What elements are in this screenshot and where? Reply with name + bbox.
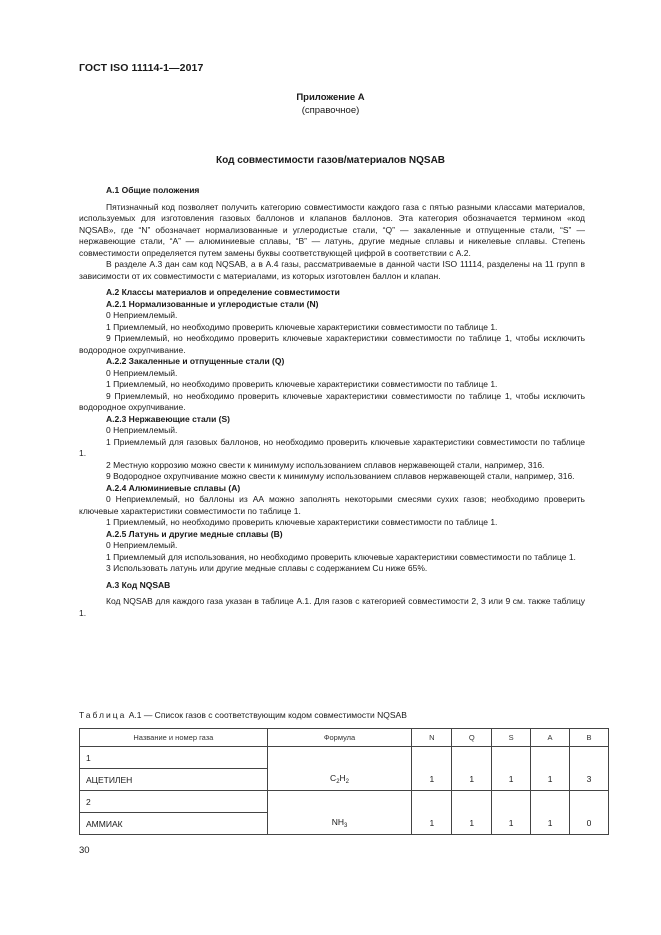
code-q: 1 bbox=[452, 769, 492, 791]
gas-group-number: 2 bbox=[80, 791, 268, 813]
subsection-heading-n: А.2.1 Нормализованные и углеродистые стали (N) bbox=[106, 298, 319, 309]
list-item: 2 Местную коррозию можно свести к минимуму использованием сплавов нержавеющей стали, например, 316. bbox=[106, 459, 545, 470]
code-b: 3 bbox=[570, 769, 609, 791]
annex-heading bbox=[0, 91, 661, 117]
document-header: ГОСТ ISO 11114-1—2017 bbox=[79, 62, 204, 74]
section-heading-a2: А.2 Классы материалов и определение совместимости bbox=[106, 287, 340, 297]
list-item: 9 Приемлемый, но необходимо проверить ключевые характеристики совместимости по таблице 1, чтобы исключить водородное охрупчивание. bbox=[79, 390, 585, 412]
column-header-a: A bbox=[531, 729, 570, 747]
gas-name: АММИАК bbox=[80, 813, 268, 835]
table-row bbox=[80, 791, 609, 813]
gas-formula: $C_2H_2$ bbox=[267, 769, 412, 791]
column-header-s: S bbox=[492, 729, 531, 747]
subsection-heading-b: А.2.5 Латунь и другие медные сплавы (В) bbox=[106, 528, 283, 539]
column-header-name: Название и номер газа bbox=[80, 729, 268, 747]
page-title: Код совместимости газов/материалов NQSAB bbox=[215, 155, 446, 166]
list-item: 9 Водородное охрупчивание можно свести к минимуму использованием сплавов нержавеющей стали, например, 316. bbox=[106, 471, 575, 481]
code-b: 0 bbox=[570, 813, 609, 835]
gas-formula: $NH_3$ bbox=[267, 813, 412, 835]
table-caption-text: А.1 — Список газов с соответствующим кодом совместимости NQSAB bbox=[128, 710, 407, 720]
code-s: 1 bbox=[492, 769, 531, 791]
list-item: 1 Приемлемый для использования, но необходимо проверить ключевые характеристики совместимости по таблице 1. bbox=[106, 551, 576, 562]
table-caption-prefix: Таблица bbox=[79, 710, 127, 720]
document-body bbox=[79, 185, 585, 619]
list-item: 0 Неприемлемый. bbox=[106, 310, 178, 320]
annex-title: Приложение А bbox=[296, 92, 365, 103]
list-item: 0 Неприемлемый. bbox=[106, 367, 178, 378]
paragraph: Пятизначный код позволяет получить категорию совместимости каждого газа с пятью разными классами материалов, используемых для изготовления газовых баллонов и клапанов баллонов. Эта категория обозначается термином «код NQSAB», где “N” обозначает нормализованные и углеродистые стали, “Q” — закаленные и отпущенные стали, “S” — нержавеющие стали, “А” — алюминиевые сплавы, “В” — латунь, другие медные сплавы и никелевые сплавы. Степень совместимости определяется путем замены буквы соответствующей цифрой в соответствии с А.2. bbox=[79, 201, 585, 258]
code-a: 1 bbox=[531, 813, 570, 835]
column-header-n: N bbox=[412, 729, 452, 747]
subsection-heading-s: А.2.3 Нержавеющие стали (S) bbox=[106, 413, 231, 424]
column-header-formula: Формула bbox=[267, 729, 412, 747]
section-heading-a1: А.1 Общие положения bbox=[106, 185, 200, 195]
list-item: 0 Неприемлемый, но баллоны из АА можно заполнять некоторыми смесями сухих газов; необходимо проверить ключевые характеристики совместимости по таблице 1. bbox=[79, 494, 585, 516]
table-row bbox=[80, 769, 609, 791]
code-n: 1 bbox=[412, 769, 452, 791]
list-item: 0 Неприемлемый. bbox=[106, 425, 178, 435]
gas-name: АЦЕТИЛЕН bbox=[80, 769, 268, 791]
paragraph: В разделе А.3 дан сам код NQSAB, а в А.4 газы, рассматриваемые в данной части ISO 11114, разделены на 11 групп в зависимости от их совместимости с материалами, из которых изготовлен баллон и клапан. bbox=[79, 259, 585, 281]
annex-subtitle: (справочное) bbox=[301, 105, 360, 116]
table-caption bbox=[79, 710, 407, 720]
code-q: 1 bbox=[452, 813, 492, 835]
subsection-heading-a: А.2.4 Алюминиевые сплавы (А) bbox=[106, 482, 241, 493]
table-row bbox=[80, 747, 609, 769]
table-row bbox=[80, 813, 609, 835]
gas-group-number: 1 bbox=[80, 747, 268, 769]
list-item: 1 Приемлемый, но необходимо проверить ключевые характеристики совместимости по таблице 1. bbox=[106, 321, 498, 332]
list-item: 1 Приемлемый, но необходимо проверить ключевые характеристики совместимости по таблице 1. bbox=[106, 379, 498, 389]
column-header-q: Q bbox=[452, 729, 492, 747]
list-item: 1 Приемлемый для газовых баллонов, но необходимо проверить ключевые характеристики совместимости по таблице 1. bbox=[79, 436, 585, 458]
list-item: 1 Приемлемый, но необходимо проверить ключевые характеристики совместимости по таблице 1. bbox=[106, 517, 498, 527]
list-item: 3 Использовать латунь или другие медные сплавы с содержанием Cu ниже 65%. bbox=[106, 563, 428, 573]
section-heading-a3: А.3 Код NQSAB bbox=[106, 579, 171, 590]
page-number: 30 bbox=[79, 845, 90, 856]
paragraph: Код NQSAB для каждого газа указан в таблице А.1. Для газов с категорией совместимости 2, 3 или 9 см. также таблицу 1. bbox=[79, 596, 585, 618]
list-item: 0 Неприемлемый. bbox=[106, 540, 178, 550]
code-n: 1 bbox=[412, 813, 452, 835]
column-header-b: B bbox=[570, 729, 609, 747]
list-item: 9 Приемлемый, но необходимо проверить ключевые характеристики совместимости по таблице 1, чтобы исключить водородное охрупчивание. bbox=[79, 333, 585, 355]
table-header-row bbox=[80, 729, 609, 747]
subsection-heading-q: А.2.2 Закаленные и отпущенные стали (Q) bbox=[106, 356, 285, 366]
code-a: 1 bbox=[531, 769, 570, 791]
code-s: 1 bbox=[492, 813, 531, 835]
gas-compatibility-table bbox=[79, 728, 609, 835]
